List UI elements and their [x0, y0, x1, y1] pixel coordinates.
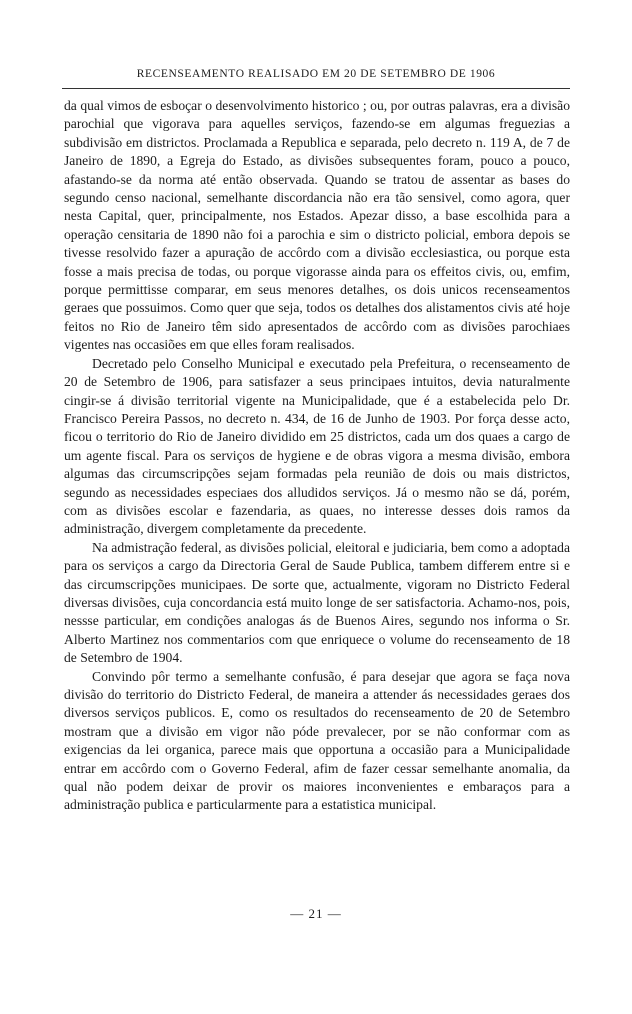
paragraph-2: Decretado pelo Conselho Municipal e executado pela Prefeitura, o recenseamento de 20 de Setembro de 1906, para satisfazer a seus principaes intuitos, devia naturalmente cingir-se á divisão territorial vigente na Municipalidade, que é a estabelecida pelo Dr. Francisco Pereira Passos, no decreto n. 434, de 16 de Junho de 1903. Por força desse acto, ficou o territorio do Rio de Janeiro dividido em 25 districtos, cada um dos quaes a cargo de um agente fiscal. Para os serviços de hygiene e de obras vigora a mesma divisão, embora algumas das circumscripções sejam formadas pela reunião de dois ou mais districtos, segundo as necessidades especiaes dos alludidos serviços. Já o mesmo não se dá, porém, com as divisões escolar e fazendaria, as quaes, no interesse desses dois ramos da administração, divergem completamente da precedente. [64, 355, 570, 537]
page-number: — 21 — [290, 906, 342, 921]
body-text [64, 97, 570, 815]
header-rule [62, 88, 570, 89]
paragraph-4: Convindo pôr termo a semelhante confusão, é para desejar que agora se faça nova divisão do territorio do Districto Federal, de maneira a attender ás necessidades geraes dos diversos serviços publicos. E, como os resultados do recenseamento de 20 de Setembro mostram que a divisão em vigor não póde prevalecer, por se não conformar com as exigencias da lei organica, parece mais que opportuna a occasião para a Municipalidade entrar em accôrdo com o Governo Federal, afim de fazer cessar semelhante anomalia, da qual não podem deixar de provir os maiores inconvenientes e embaraços para a administração publica e particularmente para a estatistica municipal. [64, 668, 570, 813]
paragraph-3: Na admistração federal, as divisões policial, eleitoral e judiciaria, bem como a adoptada para os serviços a cargo da Directoria Geral de Saude Publica, tambem differem entre si e das circumscripções municipaes. De sorte que, actualmente, vigoram no Districto Federal diversas divisões, cuja concordancia está muito longe de ser satisfactoria. Achamo-nos, pois, nessse particular, em condições analogas ás de Buenos Aires, segundo nos informa o Sr. Alberto Martinez nos commentarios com que enriquece o volume do recenseamento de 18 de Setembro de 1904. [64, 539, 570, 666]
running-header: RECENSEAMENTO REALISADO EM 20 DE SETEMBRO DE 1906 [136, 68, 496, 80]
paragraph-1: da qual vimos de esboçar o desenvolvimento historico ; ou, por outras palavras, era a divisão parochial que vigorava para aquelles serviços, fazendo-se em algumas freguezias a subdivisão em districtos. Proclamada a Republica e separada, pelo decreto n. 119 A, de 7 de Janeiro de 1890, a Egreja do Estado, as divisões subsequentes foram, pouco a pouco, afastando-se da norma até então observada. Quando se tratou de assentar as bases do segundo censo nacional, semelhante discordancia não era tão sensivel, como agora, quer nesta Capital, quer, principalmente, nos Estados. Apezar disso, a base escolhida para a operação censitaria de 1890 não foi a parochia e sim o districto policial, embora depois se tivesse resolvido fazer a apuração de accôrdo com a divisão ecclesiastica, ou porque esta fosse a mais precisa de todas, ou porque vigorasse ainda para os effeitos civis, ou, emfim, porque permittisse comparar, em seus menores detalhes, os dois unicos recenseamentos geraes que possuimos. Como quer que seja, todos os detalhes dos alistamentos civis até hoje feitos no Rio de Janeiro têm sido apresentados de accôrdo com as divisões parochiaes vigentes nas occasiões em que elles foram realisados. [64, 98, 570, 353]
